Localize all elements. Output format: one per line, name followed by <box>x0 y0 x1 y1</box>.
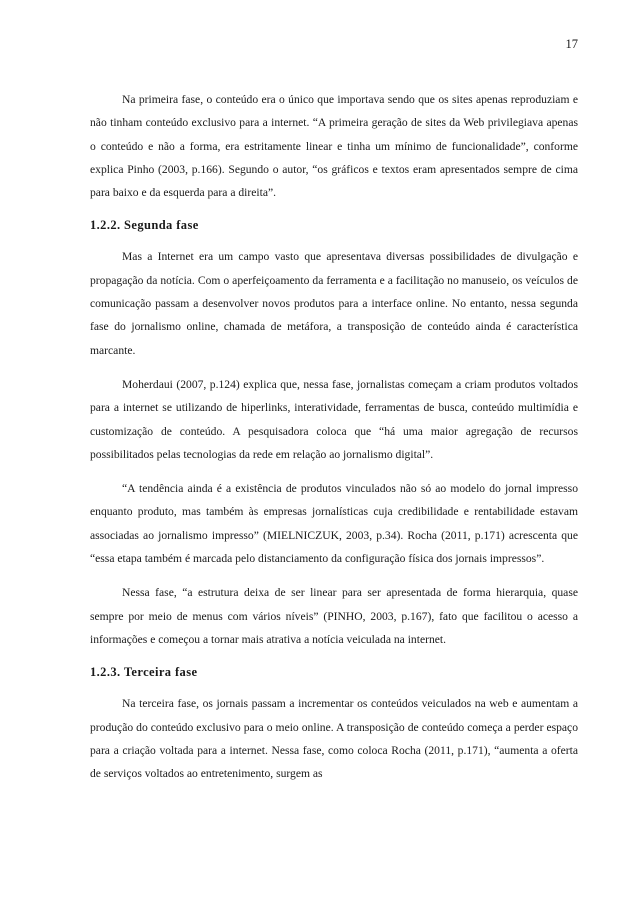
page-number: 17 <box>565 37 578 51</box>
section-heading-terceira-fase: 1.2.3. Terceira fase <box>90 665 198 680</box>
paragraph-moherdaui: Moherdaui (2007, p.124) explica que, nessa fase, jornalistas começam a criam produtos voltados para a internet se utilizando de hiperlinks, interatividade, ferramentas de busca, conteúdo multimídia e customização de conteúdo. A pesquisadora coloca que “há uma maior agregação de recursos possibilitados pelas tecnologias da rede em relação ao jornalismo digital”. <box>90 377 578 461</box>
paragraph-tendencia: “A tendência ainda é a existência de produtos vinculados não só ao modelo do jornal impresso enquanto produto, mas também às empresas jornalísticas cuja credibilidade e rentabilidade estavam associadas ao jornalismo impresso” (MIELNICZUK, 2003, p.34). Rocha (2011, p.171) acrescenta que “essa etapa também é marcada pelo distanciamento da configuração física dos jornais impressos”. <box>90 482 578 566</box>
paragraph-estrutura: Nessa fase, “a estrutura deixa de ser linear para ser apresentada de forma hierarquia, quase sempre por meio de menus com vários níveis” (PINHO, 2003, p.167), fato que facilitou o acesso a informações e começou a tornar mais atrativa a notícia veiculada na internet. <box>90 586 578 646</box>
paragraph-terceira-fase: Na terceira fase, os jornais passam a incrementar os conteúdos veiculados na web e aumentam a produção do conteúdo exclusivo para o meio online. A transposição de conteúdo começa a perder espaço para a criação voltada para a internet. Nessa fase, como coloca Rocha (2011, p.171), “aumenta a oferta de serviços voltados ao entretenimento, surgem as <box>90 697 578 781</box>
page-content <box>90 88 578 785</box>
section-heading-segunda-fase: 1.2.2. Segunda fase <box>90 218 199 233</box>
paragraph-segunda-fase-intro: Mas a Internet era um campo vasto que apresentava diversas possibilidades de divulgação e propagação da notícia. Com o aperfeiçoamento da ferramenta e a facilitação no manuseio, os veículos de comunicação passam a desenvolver novos produtos para a interface online. No entanto, nessa segunda fase do jornalismo online, chamada de metáfora, a transposição de conteúdo ainda é característica marcante. <box>90 250 578 357</box>
paragraph-primeira-fase: Na primeira fase, o conteúdo era o único que importava sendo que os sites apenas reproduziam e não tinham conteúdo exclusivo para a internet. “A primeira geração de sites da Web privilegiava apenas o conteúdo e não a forma, era estritamente linear e tinha um mínimo de funcionalidade”, conforme explica Pinho (2003, p.166). Segundo o autor, “os gráficos e textos eram apresentados sempre de cima para baixo e da esquerda para a direita”. <box>90 93 578 200</box>
